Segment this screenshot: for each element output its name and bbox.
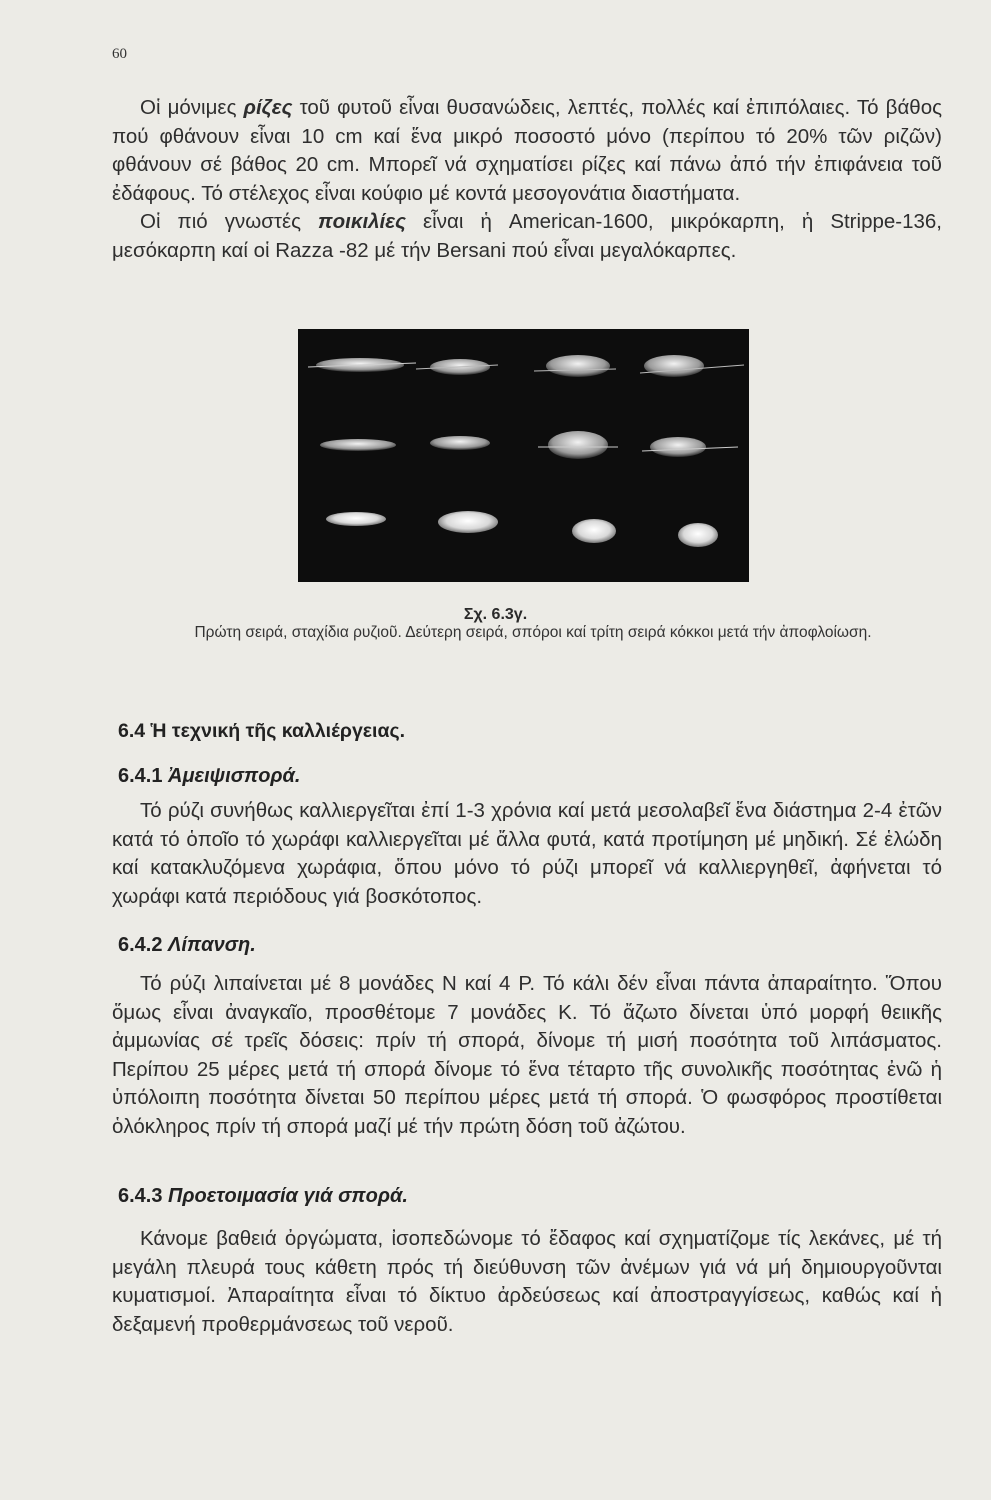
- paragraph-preparation: Κάνομε βαθειά ὀργώματα, ἰσοπεδώνομε τό ἔδαφος καί σχηματίζομε τίς λεκάνες, μέ τή μεγάλη πλευρά τους κάθετη πρός τή διεύθυνση τῶν ἀνέμων γιά νά μή δημιουργοῦνται κυματισμοί. Ἀπαραίτητα εἶναι τό δίκτυο ἀρδεύσεως καί ἀποστραγγίσεως, καθώς καί ἡ δεξαμενή προθερμάνσεως τοῦ νεροῦ.: [112, 1227, 942, 1336]
- rotation-text: [112, 797, 942, 911]
- rice-grains-photo: [298, 329, 749, 582]
- section-number: 6.4: [118, 720, 146, 742]
- section-heading: [118, 720, 405, 743]
- keyword-varieties: ποικιλίες: [318, 210, 406, 233]
- subsection-title: Προετοιμασία γιά σπορά.: [168, 1185, 408, 1207]
- preparation-text: [112, 1225, 942, 1339]
- subsection-heading-preparation: [118, 1185, 408, 1208]
- roots-text-rest: τοῦ φυτοῦ εἶναι θυσανώδεις, λεπτές, πολλές καί ἐπιπόλαιες. Τό βάθος πού φθάνουν εἶναι 10 cm καί ἕνα μικρό ποσοστό μόνο (περίπου τό 20% τῶν ριζῶν) φθάνουν σέ βάθος 20 cm. Μπορεῖ νά σχηματίσει ρίζες καί πάνω ἀπό τήν ἐπιφάνεια τοῦ ἐδάφους. Τό στέλεχος εἶναι κούφιο μέ κοντά μεσογονάτια διαστήματα.: [112, 96, 942, 205]
- fertilization-text: [112, 970, 942, 1141]
- paragraph-varieties: [112, 208, 942, 265]
- paragraph-roots: [112, 94, 942, 208]
- paragraph-fertilization: Τό ρύζι λιπαίνεται μέ 8 μονάδες N καί 4 P. Τό κάλι δέν εἶναι πάντα ἀπαραίτητο. Ὅπου ὅμως εἶναι ἀναγκαῖο, προσθέτομε 7 μονάδες K. Τό ἄζωτο δίνεται ὑπό μορφή θειικῆς ἀμμωνίας σέ τρεῖς δόσεις: πρίν τή σπορά, δίνομε τή μισή ποσότητα τοῦ λιπάσματος. Περίπου 25 μέρες μετά τή σπορά δίνομε τό ἕνα τέταρτο τῆς συνολικῆς ποσότητας ἐνῶ ἡ ὑπόλοιπη ποσότητα δίνεται 50 περίπου μέρες μετά τή σπορά. Ὁ φωσφόρος προστίθεται ὁλόκληρος πρίν τή σπορά μαζί μέ τήν πρώτη δόση τοῦ ἀζώτου.: [112, 972, 942, 1138]
- row-hulled-kernels: [326, 511, 718, 547]
- subsection-title: Ἀμειψισπορά.: [168, 765, 301, 787]
- paragraph-rotation: Τό ρύζι συνήθως καλλιεργεῖται ἐπί 1-3 χρόνια καί μετά μεσολαβεῖ ἕνα διάστημα 2-4 ἐτῶν κατά τό ὁποῖο τό χωράφι καλλιεργεῖται μέ ἄλλα φυτά, κατά προτίμηση μέ μηδική. Σέ ἑλώδη καί κατακλυζόμενα χωράφια, ὅπου μόνο τό ρύζι μπορεῖ νά καλλιεργηθεῖ, ἀφήνεται τό χωράφι κατά περιόδους γιά βοσκότοπος.: [112, 799, 942, 908]
- subsection-number: 6.4.2: [118, 934, 163, 956]
- subsection-title: Λίπανση.: [168, 934, 256, 956]
- keyword-roots: ρίζες: [243, 96, 293, 119]
- row-seeds: [320, 431, 738, 459]
- intro-text: [112, 94, 942, 265]
- row-spikelets: [308, 355, 744, 377]
- figure-caption: Πρώτη σειρά, σταχίδια ρυζιοῦ. Δεύτερη σειρά, σπόροι καί τρίτη σειρά κόκκοι μετά τήν ἀποφλοίωση.: [194, 624, 872, 641]
- figure-label: Σχ. 6.3γ.: [463, 606, 528, 623]
- varieties-text-start: Οἱ πιό γνωστές: [140, 210, 319, 233]
- section-title: Ἡ τεχνική τῆς καλλιέργειας.: [150, 720, 406, 742]
- roots-text-start: Οἱ μόνιμες: [140, 96, 244, 119]
- subsection-heading-fertilization: [118, 934, 256, 957]
- varieties-text-rest: εἶναι ἡ American-1600, μικρόκαρπη, ἡ Strippe-136, μεσόκαρπη καί οἱ Razza -82 μέ τήν Bersani πού εἶναι μεγαλόκαρπες.: [112, 210, 942, 262]
- subsection-heading-rotation: [118, 765, 301, 788]
- page-number: 60: [112, 46, 127, 62]
- subsection-number: 6.4.1: [118, 765, 163, 787]
- subsection-number: 6.4.3: [118, 1185, 163, 1207]
